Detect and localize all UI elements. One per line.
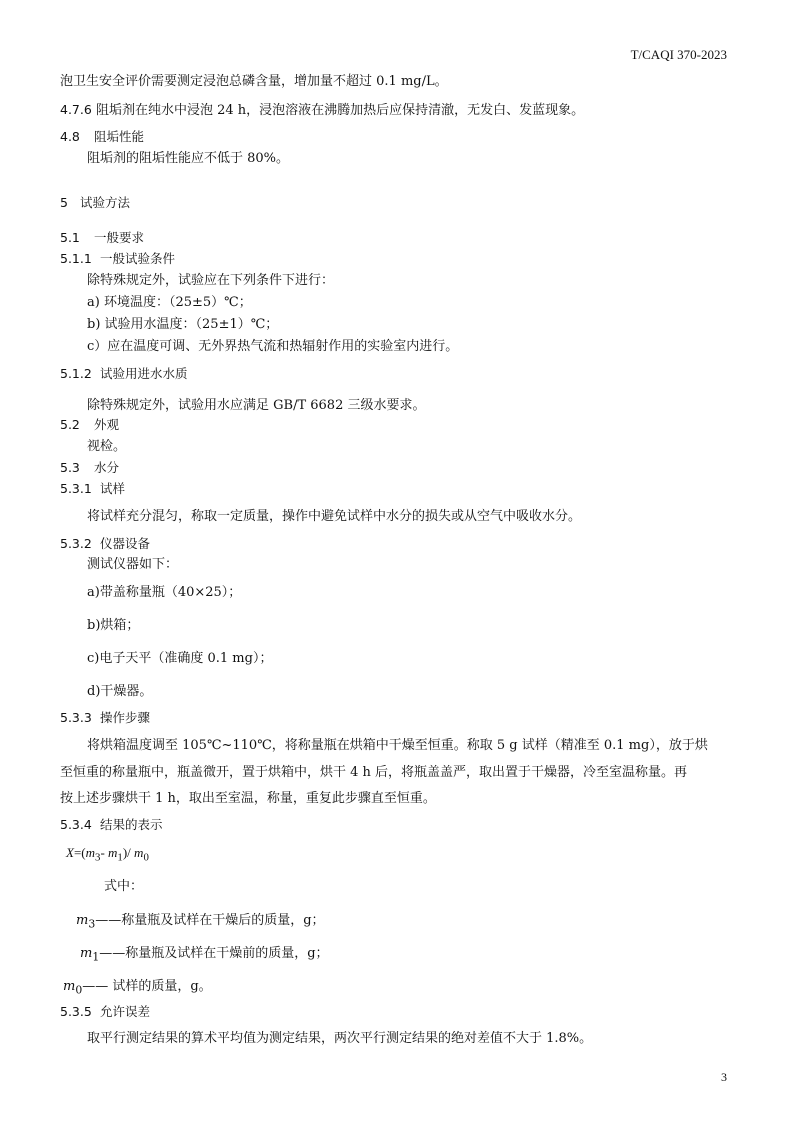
heading-title: 试验方法 <box>80 195 131 210</box>
formula-symbol-x: X <box>66 845 74 860</box>
list-item-c: c）应在温度可调、无外界热气流和热辐射作用的实验室内进行。 <box>87 339 459 354</box>
formula-symbol-m: m <box>80 946 93 961</box>
clause-text: 阻垢剂在纯水中浸泡 24 h，浸泡溶液在沸腾加热后应保持清澈，无发白、发蓝现象。 <box>95 103 585 118</box>
definition-text: —— 试样的质量，g。 <box>82 979 212 994</box>
paragraph-5-2: 视检。 <box>87 439 127 454</box>
heading-5-3-5 <box>60 1003 150 1021</box>
heading-title: 试样 <box>100 481 126 496</box>
heading-number: 5 <box>60 195 68 210</box>
where-label: 式中： <box>104 879 144 894</box>
heading-5-3-3 <box>60 709 150 727</box>
definition-m3 <box>76 912 325 934</box>
heading-title: 外观 <box>94 417 120 432</box>
paragraph-5-3-5: 取平行测定结果的算术平均值为测定结果，两次平行测定结果的绝对差值不大于 1.8%。 <box>87 1031 593 1046</box>
heading-title: 仪器设备 <box>100 536 151 551</box>
list-item-a: a) 环境温度：（25±5）℃； <box>87 295 252 310</box>
heading-number: 5.1.2 <box>60 366 92 381</box>
list-item-b: b) 试验用水温度：（25±1）℃； <box>87 317 279 332</box>
formula-symbol-m: m <box>134 845 144 860</box>
clause-number: 4.7.6 <box>60 102 92 117</box>
formula-symbol-m: m <box>85 845 96 860</box>
heading-5 <box>60 194 130 212</box>
heading-title: 阻垢性能 <box>94 129 145 144</box>
heading-5-1-2 <box>60 365 188 383</box>
paragraph-5-3-1: 将试样充分混匀，称取一定质量，操作中避免试样中水分的损失或从空气中吸收水分。 <box>87 509 582 524</box>
heading-number: 5.3.5 <box>60 1004 92 1019</box>
list-item-a: a)带盖称量瓶（40×25）； <box>87 585 242 600</box>
page-number: 3 <box>721 1070 727 1084</box>
heading-number: 5.1.1 <box>60 251 92 266</box>
clause-4-7-6 <box>60 101 584 120</box>
heading-title: 结果的表示 <box>100 817 163 832</box>
heading-4-8 <box>60 128 144 146</box>
heading-number: 5.3.1 <box>60 481 92 496</box>
definition-m1 <box>80 945 329 967</box>
formula-operator: - <box>100 845 109 860</box>
paragraph-4-8: 阻垢剂的阻垢性能应不低于 80%。 <box>87 151 290 166</box>
heading-number: 5.1 <box>60 230 80 245</box>
heading-5-3-4 <box>60 816 163 834</box>
formula-symbol-m: m <box>108 845 118 860</box>
heading-5-3-2 <box>60 535 150 553</box>
heading-title: 一般试验条件 <box>100 251 176 266</box>
heading-5-3 <box>60 459 119 477</box>
heading-number: 5.2 <box>60 417 80 432</box>
paragraph-5-1-2: 除特殊规定外，试验用水应满足 GB/T 6682 三级水要求。 <box>87 398 426 413</box>
paragraph-5-3-3-line-3: 按上述步骤烘干 1 h，取出至室温，称量，重复此步骤直至恒重。 <box>60 791 436 806</box>
heading-title: 允许误差 <box>100 1004 151 1019</box>
list-item-b: b)烘箱； <box>87 618 140 633</box>
heading-number: 5.3.4 <box>60 817 92 832</box>
moisture-formula <box>66 844 149 867</box>
formula-subscript: 3 <box>95 851 101 864</box>
definition-text: ——称量瓶及试样在干燥后的质量，g； <box>95 913 325 928</box>
formula-symbol-m: m <box>63 979 76 994</box>
formula-subscript: 3 <box>88 917 96 931</box>
heading-number: 5.3.3 <box>60 710 92 725</box>
paragraph-5-1-1-intro: 除特殊规定外，试验应在下列条件下进行： <box>87 273 335 288</box>
formula-operator: )/ <box>122 845 135 860</box>
heading-number: 5.3 <box>60 460 80 475</box>
heading-5-3-1 <box>60 480 125 498</box>
paragraph-5-3-3-line-1: 将烘箱温度调至 105℃~110℃，将称量瓶在烘箱中干燥至恒重。称取 5 g 试样（精准至 0.1 mg），放于烘 <box>87 738 708 753</box>
heading-title: 操作步骤 <box>100 710 151 725</box>
heading-5-1-1 <box>60 250 175 268</box>
heading-title: 试验用进水水质 <box>100 366 188 381</box>
formula-operator: =( <box>73 845 86 860</box>
continued-paragraph: 泡卫生安全评价需要测定浸泡总磷含量，增加量不超过 0.1 mg/L。 <box>60 74 448 89</box>
heading-title: 水分 <box>94 460 120 475</box>
heading-title: 一般要求 <box>94 230 145 245</box>
paragraph-5-3-2-intro: 测试仪器如下： <box>87 557 179 572</box>
formula-subscript: 1 <box>92 950 100 964</box>
formula-subscript: 0 <box>75 983 83 997</box>
heading-number: 5.3.2 <box>60 536 92 551</box>
document-id-header: T/CAQI 370-2023 <box>630 47 727 62</box>
definition-m0 <box>63 978 212 1000</box>
heading-5-1 <box>60 229 144 247</box>
list-item-d: d)干燥器。 <box>87 684 153 699</box>
definition-text: ——称量瓶及试样在干燥前的质量，g； <box>99 946 329 961</box>
heading-number: 4.8 <box>60 129 80 144</box>
formula-symbol-m: m <box>76 913 89 928</box>
paragraph-5-3-3-line-2: 至恒重的称量瓶中，瓶盖微开，置于烘箱中，烘干 4 h 后，将瓶盖盖严，取出置于干燥器，冷至室温称量。再 <box>60 765 688 780</box>
formula-subscript: 0 <box>143 851 149 864</box>
heading-5-2 <box>60 416 119 434</box>
list-item-c: c)电子天平（准确度 0.1 mg）； <box>87 651 273 666</box>
formula-subscript: 1 <box>117 851 123 864</box>
